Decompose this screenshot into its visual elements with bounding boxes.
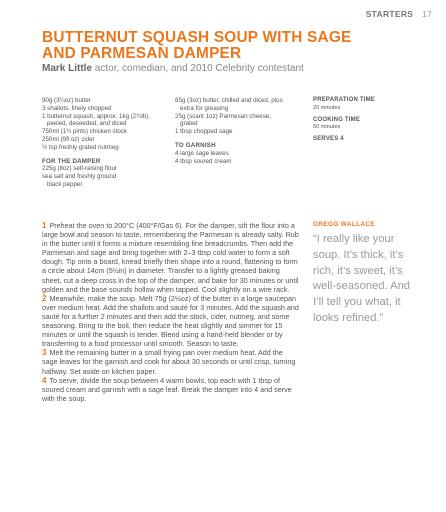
ingredient-item: extra for greasing — [180, 104, 229, 112]
method-step — [42, 376, 300, 403]
ingredients-column-1 — [42, 97, 166, 189]
step-text: Preheat the oven to 200°C (400°F/Gas 6). For the damper, sift the flour into a large bowl and season to taste, remembering the Parmesan is already salty. Rub in the butter until it forms a mixture resembling fine breadcrumbs. Then add the Parmesan and sage and bring together with 2–3 tbsp cold water to form a soft dough. Tip onto a board, knead briefly then shape into a round, flattening to form a circle about 14cm (5½in) in diameter. Transfer to a lightly greased baking sheet, cut a deep cross in the top of the damper, and bake for 30 minutes or until golden and the base sounds hollow when tapped. Cool slightly on a wire rack. — [42, 221, 299, 294]
ingredient-item: 90g (3¼oz) butter — [42, 97, 91, 104]
ingredient-item: 4 tbsp soured cream — [175, 157, 232, 165]
garnish-heading: TO GARNISH — [175, 141, 216, 149]
meta-label: PREPARATION TIME — [313, 97, 375, 103]
author-name: Mark Little — [42, 63, 93, 74]
quote-text: “I really like your soup. It’s thick, it’s rich, it’s sweet, it’s well-seasoned. And I’ll tell you what, it looks refined.” — [313, 233, 411, 324]
step-text: To serve, divide the soup between 4 warm bowls, top each with 1 tbsp of soured cream and garnish with a sage leaf. Break the damper into 4 and serve with the soup. — [42, 375, 292, 403]
quote-author: GREGG WALLACE — [313, 221, 376, 228]
ingredient-item: 25g (scant 1oz) Parmesan cheese, — [175, 112, 271, 120]
meta-label: SERVES 4 — [313, 136, 344, 143]
step-number: 4 — [42, 375, 47, 385]
meta-label: COOKING TIME — [313, 116, 361, 123]
method-steps — [42, 221, 300, 403]
page-number: 17 — [421, 9, 432, 19]
ingredient-item: sea salt and freshly ground — [42, 173, 117, 181]
ingredient-item: 85g (3oz) butter, chilled and diced, plus — [175, 97, 283, 104]
ingredient-item: 250ml (9fl oz) cider — [42, 135, 95, 143]
ingredient-item: 3 shallots, finely chopped — [42, 104, 112, 112]
ingredient-item: grated — [180, 120, 198, 128]
step-text: Melt the remaining butter in a small frying pan over medium heat. Add the sage leaves for the garnish and cook for about 30 seconds or until crisp, turning halfway. Set aside on kitchen paper. — [42, 348, 296, 376]
step-number: 2 — [42, 293, 47, 303]
ingredient-item: 1 tbsp chopped sage — [175, 128, 233, 136]
ingredient-item: 1 butternut squash, approx. 1kg (2¼lb), — [42, 112, 151, 120]
recipe-meta — [313, 97, 403, 148]
ingredient-item: 4 large sage leaves — [175, 149, 229, 157]
ingredient-item: peeled, deseeded, and diced — [47, 120, 127, 128]
ingredient-item: 225g (8oz) self-raising flour — [42, 165, 117, 173]
section-label: STARTERS — [365, 9, 414, 19]
author-description: actor, comedian, and 2010 Celebrity contestant — [94, 63, 304, 74]
step-number: 1 — [42, 221, 47, 230]
author-byline — [42, 63, 304, 74]
method-step — [42, 348, 300, 375]
page-header — [366, 9, 432, 19]
ingredient-item: black pepper — [47, 180, 83, 188]
method-step — [42, 294, 300, 349]
meta-value: 50 minutes — [313, 124, 341, 131]
ingredients-column-2 — [175, 97, 300, 165]
ingredient-item: 750ml (1¼ pints) chicken stock — [42, 128, 127, 136]
step-text: Meanwhile, make the soup. Melt 75g (2½oz) of the butter in a large saucepan over medium heat. Add the shallots and sauté for 3 minutes. Add the squash and sauté for a further 2 minutes and then add the stock, cider, nutmeg, and some seasoning. Bring to the boil, then reduce the heat slightly and simmer for 15 minutes or until the squash is tender. Blend using a hand-held blender or by transferring to a food processor until smooth. Season to taste. — [42, 293, 299, 349]
step-number: 3 — [42, 348, 47, 358]
ingredient-item: ½ tsp freshly grated nutmeg — [42, 143, 119, 151]
recipe-title: BUTTERNUT SQUASH SOUP WITH SAGE AND PARMESAN DAMPER — [42, 29, 352, 62]
damper-heading: FOR THE DAMPER — [42, 157, 101, 165]
method-step — [42, 221, 300, 294]
meta-value: 20 minutes — [313, 104, 341, 111]
